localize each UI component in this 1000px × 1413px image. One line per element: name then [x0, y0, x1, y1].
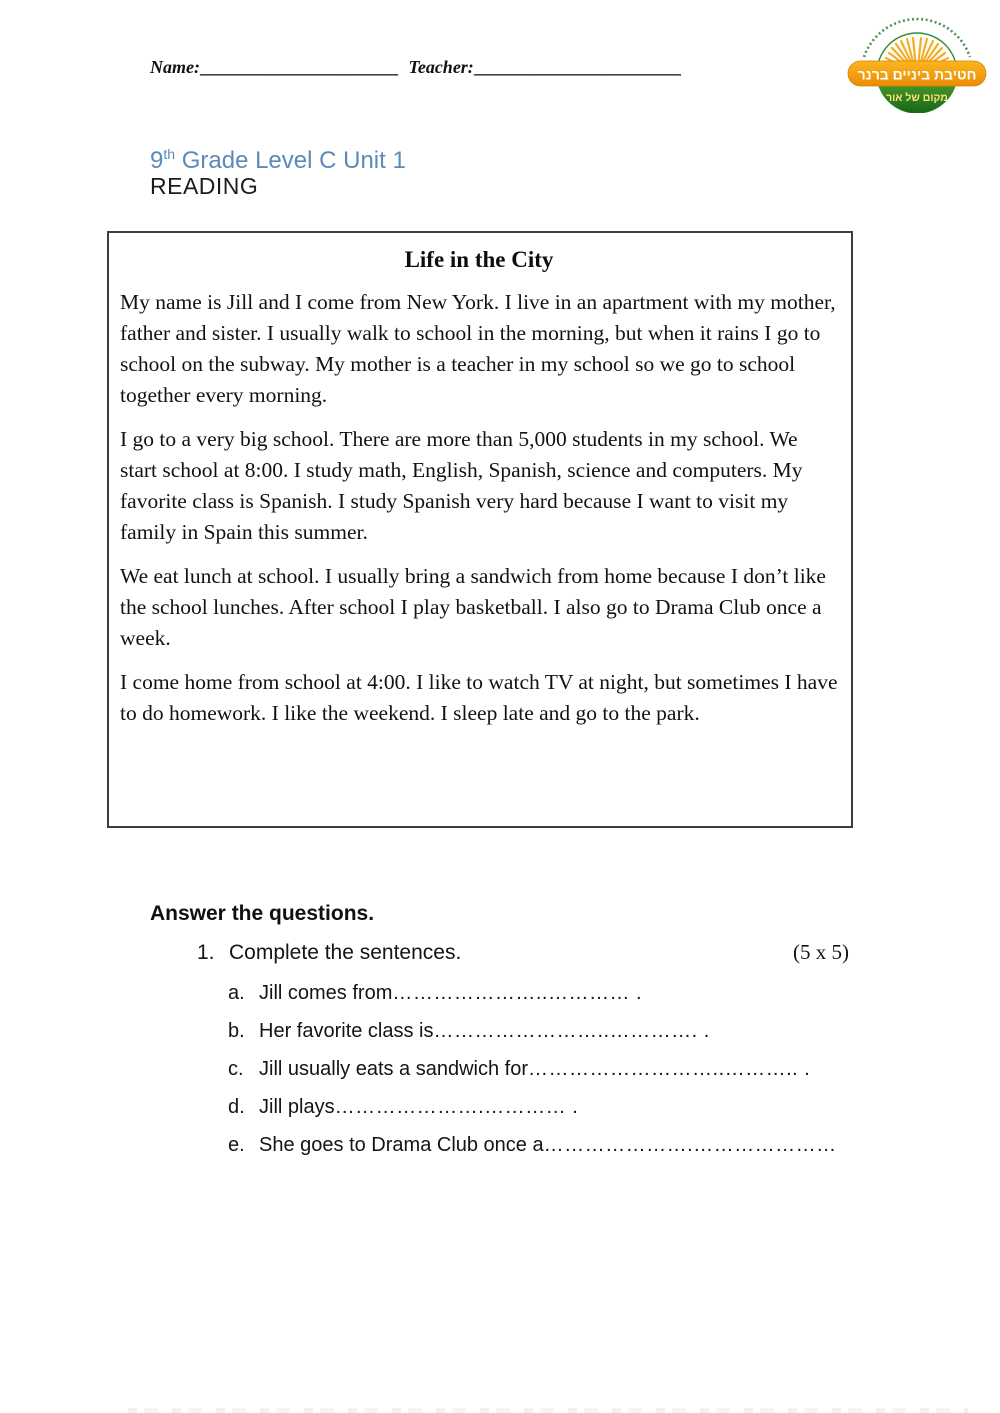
teacher-label: Teacher: — [408, 57, 474, 77]
question-1-row — [197, 940, 849, 965]
item-d-text: Jill plays — [259, 1096, 335, 1118]
item-b-label: b. — [228, 1020, 245, 1042]
list-item-a — [228, 981, 837, 1005]
passage-paragraph-3: We eat lunch at school. I usually bring a sandwich from home because I don’t like the school lunches. After school I play basketball. I also go to Drama Club once a week. — [120, 564, 826, 650]
item-a-label: a. — [228, 982, 245, 1004]
list-item-b — [228, 1019, 837, 1043]
passage-paragraph-4: I come home from school at 4:00. I like to watch TV at night, but sometimes I have to do homework. I like the weekend. I sleep late and go to the park. — [120, 670, 838, 725]
item-d-label: d. — [228, 1096, 245, 1118]
list-item-e — [228, 1133, 837, 1157]
question-1-number: 1. — [197, 941, 215, 964]
item-c-label: c. — [228, 1058, 244, 1080]
passage-title: Life in the City — [404, 247, 554, 272]
questions-heading: Answer the questions. — [150, 902, 375, 925]
item-a-answer-blank[interactable]: …………………..………… . — [392, 982, 643, 1004]
name-label: Name: — [150, 57, 200, 77]
school-logo — [846, 13, 988, 113]
item-b-answer-blank[interactable]: ……………………..…………. . — [433, 1020, 710, 1042]
item-d-answer-blank[interactable]: ………………….………… . — [334, 1096, 579, 1118]
passage-paragraph-2: I go to a very big school. There are more than 5,000 students in my school. We start school at 8:00. I study math, English, Spanish, science and computers. My favorite class is Spanish. I study Spanish very hard because I want to visit my family in Spain this summer. — [120, 427, 803, 544]
grade-number: 9 — [150, 147, 164, 174]
item-e-text: She goes to Drama Club once a — [259, 1134, 544, 1156]
teacher-blank[interactable]: _______________________ — [473, 57, 681, 77]
item-c-answer-blank[interactable]: ………………………..……….. . — [528, 1058, 811, 1080]
question-1-text: Complete the sentences. — [229, 941, 462, 964]
logo-tagline: מקום של אור — [886, 92, 948, 104]
name-blank[interactable]: ______________________ — [199, 57, 398, 77]
item-c-text: Jill usually eats a sandwich for — [259, 1058, 529, 1080]
unit-title-rest: Grade Level C Unit 1 — [175, 147, 406, 174]
logo-banner-text: חטיבת ביניים ברנר — [857, 66, 977, 83]
item-e-label: e. — [228, 1134, 245, 1156]
passage-paragraph-1: My name is Jill and I come from New York. I live in an apartment with my mother, father and sister. I usually walk to school in the morning, but when it rains I go to school on the subway. My mother is a teacher in my school so we go to school together every morning. — [120, 290, 836, 407]
grade-suffix: th — [163, 146, 176, 162]
list-item-d — [228, 1095, 837, 1119]
unit-title — [150, 140, 406, 175]
section-label-reading: READING — [150, 173, 259, 199]
item-b-text: Her favorite class is — [259, 1020, 434, 1042]
school-logo-graphic — [846, 13, 988, 113]
question-1-points: (5 x 5) — [793, 940, 849, 964]
reading-passage-box — [107, 231, 853, 828]
cropped-next-line-remnant — [128, 1408, 968, 1413]
header-line — [150, 57, 681, 78]
item-a-text: Jill comes from — [259, 982, 393, 1004]
question-1-items — [228, 981, 837, 1171]
item-e-answer-blank[interactable]: ………………….………………… — [543, 1134, 837, 1156]
list-item-c — [228, 1057, 837, 1081]
